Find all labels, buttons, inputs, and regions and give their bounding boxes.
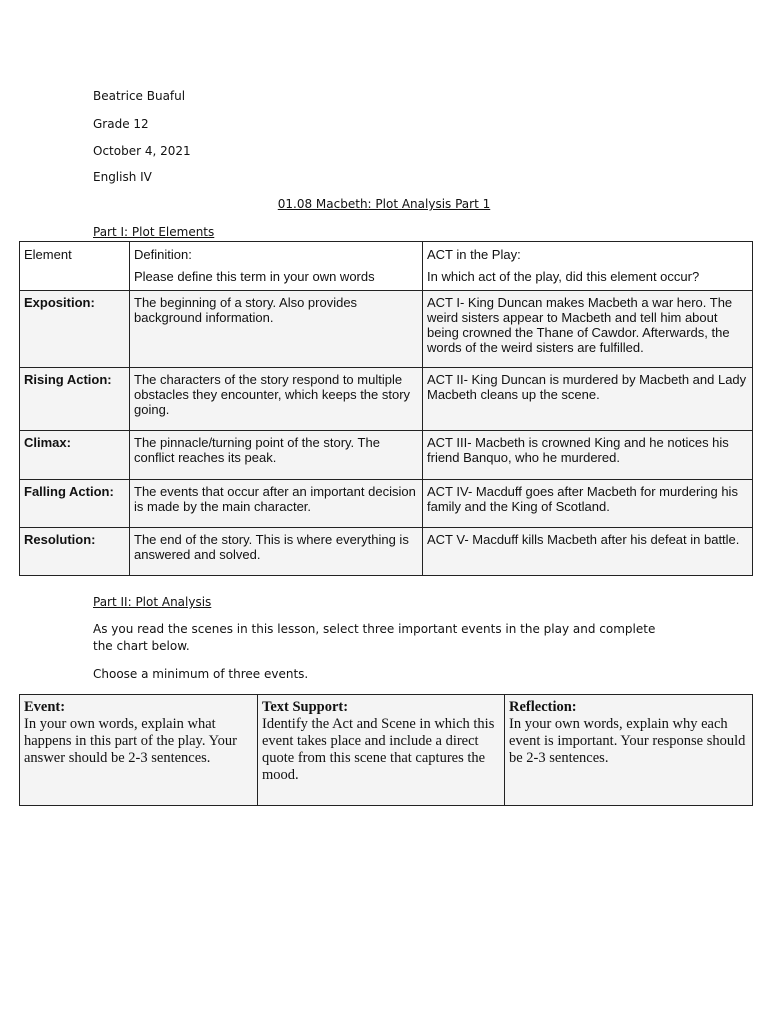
act-climax: ACT III- Macbeth is crowned King and he notices his friend Banquo, who he murdered. bbox=[423, 431, 753, 480]
student-name: Beatrice Buaful bbox=[93, 89, 186, 103]
course-name: English IV bbox=[93, 170, 152, 184]
element-resolution: Resolution: bbox=[20, 528, 130, 576]
definition-header-title: Definition: bbox=[134, 247, 192, 262]
reflection-header-description: In your own words, explain why each event is important. Your response should be 2-3 sentences. bbox=[509, 716, 746, 766]
table-row bbox=[20, 528, 753, 576]
definition-falling-action: The events that occur after an important decision is made by the main character. bbox=[130, 480, 423, 528]
table-row bbox=[20, 431, 753, 480]
plot-table-header-row bbox=[20, 242, 753, 291]
document-date: October 4, 2021 bbox=[93, 144, 191, 158]
element-exposition: Exposition: bbox=[20, 291, 130, 368]
column-header-act bbox=[423, 242, 753, 291]
part2-minimum-note: Choose a minimum of three events. bbox=[93, 667, 309, 681]
part2-instructions: As you read the scenes in this lesson, select three important events in the play and complete the chart below. bbox=[93, 622, 656, 653]
definition-header-subtitle: Please define this term in your own words bbox=[134, 269, 375, 284]
definition-rising-action: The characters of the story respond to multiple obstacles they encounter, which keeps the story going. bbox=[130, 368, 423, 431]
plot-analysis-table bbox=[19, 694, 753, 806]
column-text-support bbox=[258, 695, 505, 806]
analysis-header-row bbox=[20, 695, 753, 806]
column-reflection bbox=[505, 695, 753, 806]
element-falling-action: Falling Action: bbox=[20, 480, 130, 528]
act-rising-action: ACT II- King Duncan is murdered by Macbeth and Lady Macbeth cleans up the scene. bbox=[423, 368, 753, 431]
text-support-header-description: Identify the Act and Scene in which this event takes place and include a direct quote from this scene that captures the mood. bbox=[262, 716, 495, 783]
reflection-header-title: Reflection: bbox=[509, 699, 577, 715]
element-rising-action: Rising Action: bbox=[20, 368, 130, 431]
part1-heading: Part I: Plot Elements bbox=[93, 225, 215, 239]
table-row bbox=[20, 291, 753, 368]
table-row bbox=[20, 368, 753, 431]
column-header-element bbox=[20, 242, 130, 291]
part2-heading: Part II: Plot Analysis bbox=[93, 595, 212, 609]
event-header-title: Event: bbox=[24, 699, 66, 715]
element-climax: Climax: bbox=[20, 431, 130, 480]
event-header-description: In your own words, explain what happens in this part of the play. Your answer should be 2-3 sentences. bbox=[24, 716, 237, 766]
definition-exposition: The beginning of a story. Also provides background information. bbox=[130, 291, 423, 368]
column-header-definition bbox=[130, 242, 423, 291]
text-support-header-title: Text Support: bbox=[262, 699, 349, 715]
element-header-label: Element bbox=[24, 247, 72, 262]
plot-elements-table bbox=[19, 241, 753, 576]
table-row bbox=[20, 480, 753, 528]
act-exposition: ACT I- King Duncan makes Macbeth a war hero. The weird sisters appear to Macbeth and tell him about being crowned the Thane of Cawdor. Afterwards, the words of the weird sisters are fulfilled. bbox=[423, 291, 753, 368]
act-resolution: ACT V- Macduff kills Macbeth after his defeat in battle. bbox=[423, 528, 753, 576]
column-event bbox=[20, 695, 258, 806]
document-title: 01.08 Macbeth: Plot Analysis Part 1 bbox=[277, 197, 491, 211]
act-falling-action: ACT IV- Macduff goes after Macbeth for murdering his family and the King of Scotland. bbox=[423, 480, 753, 528]
definition-resolution: The end of the story. This is where everything is answered and solved. bbox=[130, 528, 423, 576]
act-header-title: ACT in the Play: bbox=[427, 247, 521, 262]
definition-climax: The pinnacle/turning point of the story. The conflict reaches its peak. bbox=[130, 431, 423, 480]
student-grade: Grade 12 bbox=[93, 117, 149, 131]
act-header-subtitle: In which act of the play, did this element occur? bbox=[427, 269, 700, 284]
